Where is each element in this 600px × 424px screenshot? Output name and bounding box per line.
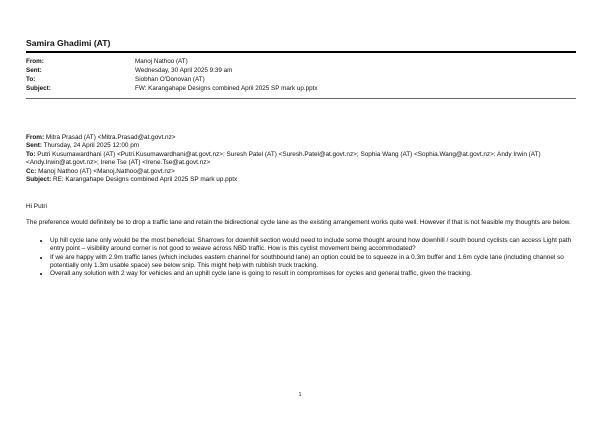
- header-subject-value: FW: Karangahape Designs combined April 2025 SP mark up.pptx: [135, 85, 318, 92]
- header-to-value: Siobhan O'Donovan (AT): [135, 76, 205, 83]
- fwd-cc-line: [26, 168, 578, 176]
- fwd-sent-label: Sent:: [26, 142, 42, 150]
- fwd-from-value: Mitra Prasad (AT) <Mitra.Prasad@at.govt.nz>: [45, 134, 176, 141]
- forwarded-header: [26, 134, 578, 184]
- body-paragraph: The preference would definitely be to drop a traffic lane and retain the bidirectional cycle lane as the existing arrangement works quite well. However if that is not feasible my thoughts are below.: [26, 219, 571, 227]
- header-from-label: From:: [26, 58, 44, 65]
- header-sent-value: Wednesday, 30 April 2025 9:39 am: [135, 67, 233, 74]
- fwd-to-line: [26, 151, 578, 168]
- fwd-from-line: [26, 134, 578, 142]
- header-to-label: To:: [26, 76, 36, 83]
- fwd-subject-line: [26, 176, 578, 184]
- list-item: • Overall any solution with 2 way for vehicles and an uphill cycle lane is going to result in compromises for cycles and general traffic, given the tracking.: [50, 270, 578, 278]
- title-divider: [26, 51, 576, 53]
- greeting: Hi Putri: [26, 203, 47, 210]
- header-sent-row: [26, 66, 576, 75]
- header-from-row: [26, 57, 576, 66]
- email-header: [26, 57, 576, 93]
- fwd-cc-value: Manoj Nathoo (AT) <Manoj.Nathoo@at.govt.nz>: [38, 167, 175, 175]
- header-from-value: Manoj Nathoo (AT): [135, 58, 188, 65]
- fwd-sent-value: Thursday, 24 April 2025 12:00 pm: [43, 142, 140, 150]
- fwd-cc-label: Cc:: [26, 167, 37, 175]
- page-number: 1: [298, 392, 302, 398]
- message-body: [26, 203, 578, 279]
- fwd-sent-line: [26, 142, 578, 150]
- header-subject-row: [26, 84, 576, 93]
- header-subject-label: Subject:: [26, 85, 51, 92]
- document-title: Samira Ghadimi (AT): [26, 38, 111, 48]
- fwd-from-label: From:: [26, 134, 45, 141]
- fwd-subject-value: RE: Karangahape Designs combined April 2025 SP mark up.pptx: [53, 176, 238, 184]
- fwd-subject-label: Subject:: [26, 176, 52, 184]
- fwd-to-value: Putri Kusumawardhani (AT) <Putri.Kusumawardhani@at.govt.nz>; Suresh Patel (AT) <Suresh.Patel@at.govt.nz>; Sophia Wang (AT) <Sophia.Wang@at.govt.nz>; Andy Irwin (AT) <Andy.Irwin@at.govt.nz>; Irene Tse (AT) <Irene.Tse@at.govt.nz>: [26, 150, 541, 167]
- list-item: • If we are happy with 2.9m traffic lanes (which includes eastern channel for southbound lane) an option could be to squeeze in a 0.3m buffer and 1.6m cycle lane (including channel so potentially only 1.3m usable space) see below snip. This might help with rubbish truck tracking.: [50, 254, 578, 271]
- bullet-list: [26, 237, 578, 279]
- header-to-row: [26, 75, 576, 84]
- list-item: • Up hill cycle lane only would be the most beneficial. Sharrows for downhill section would need to include some thought around how downhill / south bound cyclists can access Light path entry point – visibility around corner is not good to weave across NBD traffic. How is this cyclist movement being accommodated?: [50, 237, 578, 254]
- header-divider: [26, 98, 576, 99]
- fwd-to-label: To:: [26, 150, 36, 158]
- header-sent-label: Sent:: [26, 67, 42, 74]
